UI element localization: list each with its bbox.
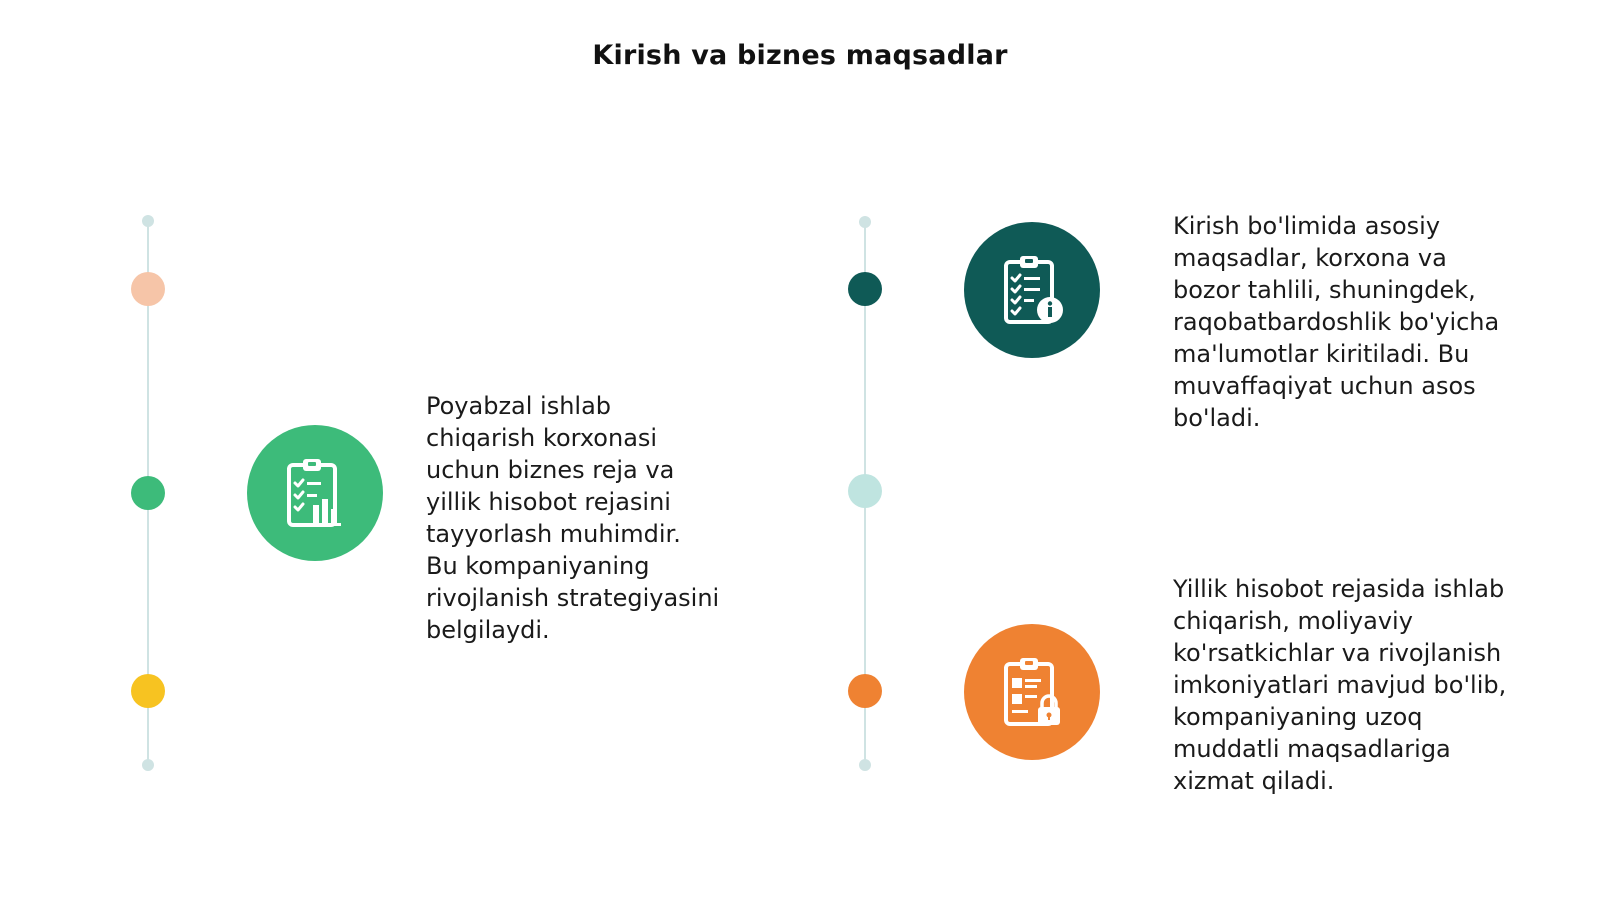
item-2-badge bbox=[964, 222, 1100, 358]
left-timeline-dot-3 bbox=[131, 674, 165, 708]
item-2-text: Kirish bo'limida asosiy maqsadlar, korxona va bozor tahlili, shuningdek, raqobatbardoshlik bo'yicha ma'lumotlar kiritiladi. Bu muvaffaqiyat uchun asos bo'ladi. bbox=[1173, 212, 1500, 432]
item-1-text: Poyabzal ishlab chiqarish korxonasi uchun biznes reja va yillik hisobot rejasini tayyorlash muhimdir. Bu kompaniyaning rivojlanish strategiyasini belgilaydi. bbox=[426, 392, 720, 644]
slide-title: Kirish va biznes maqsadlar bbox=[592, 40, 1008, 71]
left-timeline-dot-2 bbox=[131, 476, 165, 510]
left-timeline-end-dot bbox=[142, 759, 154, 771]
right-timeline-dot-1 bbox=[848, 272, 882, 306]
right-timeline-start-dot bbox=[859, 216, 871, 228]
item-3-text: Yillik hisobot rejasida ishlab chiqarish, moliyaviy ko'rsatkichlar va rivojlanish imkoniyatlari mavjud bo'lib, kompaniyaning uzoq muddatli maqsadlariga xizmat qiladi. bbox=[1173, 575, 1507, 795]
item-1-badge bbox=[247, 425, 383, 561]
left-timeline-start-dot bbox=[142, 215, 154, 227]
left-timeline-dot-1 bbox=[131, 272, 165, 306]
right-timeline-dot-3 bbox=[848, 674, 882, 708]
right-timeline-end-dot bbox=[859, 759, 871, 771]
clipboard-chart-icon bbox=[275, 453, 355, 533]
clipboard-info-icon bbox=[992, 250, 1072, 330]
clipboard-lock-icon bbox=[992, 652, 1072, 732]
right-timeline-dot-2 bbox=[848, 474, 882, 508]
item-3-badge bbox=[964, 624, 1100, 760]
